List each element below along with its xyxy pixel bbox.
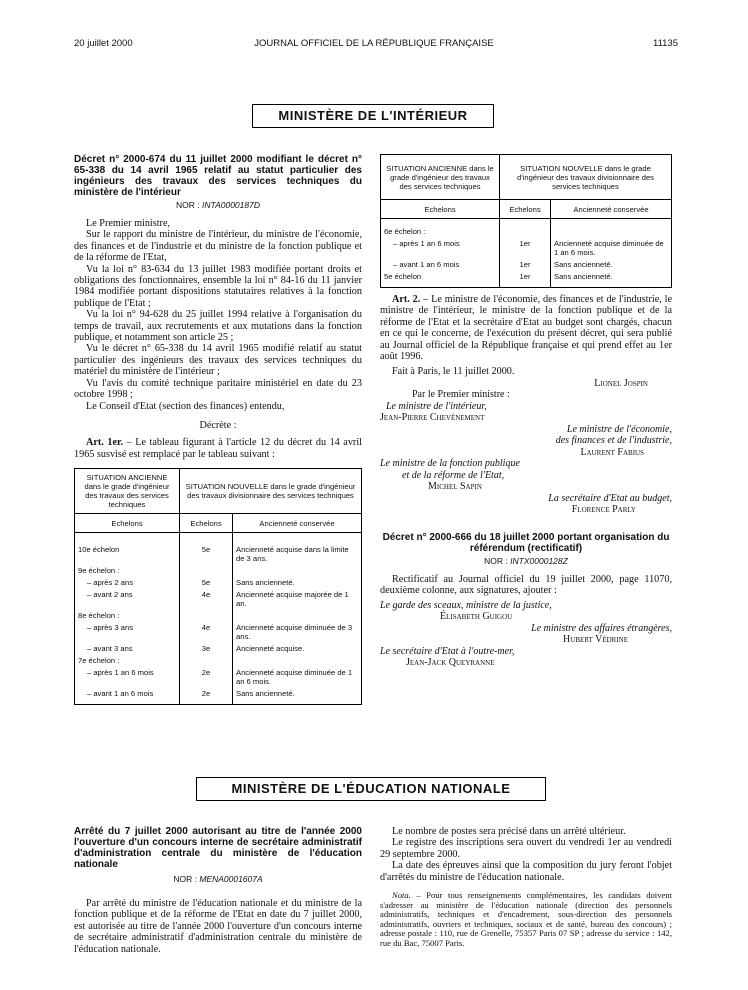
table-row — [75, 622, 362, 643]
cell-new-echelon: 1er — [500, 271, 551, 288]
arrete-nor: NOR : MENA0001607A — [173, 874, 263, 884]
echelon-table-2-body — [381, 219, 672, 288]
decree2 — [380, 532, 672, 669]
sig-name: Élisabeth Guigou — [440, 611, 513, 623]
sig-name: Laurent Fabius — [580, 446, 644, 458]
table-row — [381, 219, 672, 239]
table-header-old: SITUATION ANCIENNE dans le grade d'ingénieur des travaux des services techniques — [381, 155, 500, 200]
cell-new-echelon — [180, 565, 233, 577]
table-col-echelons-new: Echelons — [180, 514, 233, 533]
decree1-article-2: Art. 2. – Le ministre de l'économie, des finances et de l'industrie, le ministre de l'intérieur, le ministre de la fonction publique et de la réforme de l'Etat et la secrétaire d'Etat au budget sont chargés, chacun en ce qui le concerne, de l'exécution du présent décret, qui sera publié au Journal officiel de la République française et qui prend effet au 1er août 1996. — [380, 294, 672, 363]
cell-old-echelon: – après 1 an 6 mois — [75, 667, 180, 688]
cell-anciennete — [233, 610, 362, 622]
cell-new-echelon — [180, 610, 233, 622]
cell-anciennete: Sans ancienneté. — [233, 577, 362, 589]
cell-new-echelon: 2e — [180, 667, 233, 688]
cell-old-echelon: 9e échelon : — [75, 565, 180, 577]
cell-anciennete: Ancienneté acquise dans la limite de 3 ans. — [233, 533, 362, 566]
cell-anciennete: Sans ancienneté. — [551, 271, 672, 288]
decree1-paragraph: Vu le décret n° 65-338 du 14 avril 1965 modifié relatif au statut particulier des ingénieurs des travaux des services techniques du matériel du ministère de l'intérieur ; — [74, 343, 362, 378]
decree1-title: Décret n° 2000-674 du 11 juillet 2000 modifiant le décret n° 65-338 du 14 avril 1965 relatif au statut particulier des ingénieurs des travaux des services techniques du ministère de l'intérieur — [74, 154, 362, 198]
cell-anciennete — [233, 655, 362, 667]
echelon-table-1 — [74, 468, 362, 705]
cell-new-echelon: 4e — [180, 622, 233, 643]
table-row — [75, 643, 362, 655]
decree1-paragraph: Sur le rapport du ministre de l'intérieur, du ministre de l'économie, des finances et de l'industrie et du ministre de la fonction publique et de la réforme de l'Etat, — [74, 229, 362, 264]
cell-old-echelon: – après 1 an 6 mois — [381, 238, 500, 259]
table-header-new: SITUATION NOUVELLE dans le grade d'ingénieur des travaux divisionnaire des services techniques — [500, 155, 672, 200]
cell-anciennete: Sans ancienneté. — [233, 688, 362, 705]
cell-new-echelon: 4e — [180, 589, 233, 610]
decree2-nor-code: INTX0000128Z — [510, 555, 568, 566]
decree1-left-column — [74, 154, 362, 705]
cell-new-echelon: 2e — [180, 688, 233, 705]
table-row — [381, 271, 672, 288]
decree1-paragraph: Le Premier ministre, — [86, 218, 171, 229]
cell-anciennete: Ancienneté acquise diminuée de 1 an 6 mois. — [551, 238, 672, 259]
table-row — [75, 589, 362, 610]
decree2-title: Décret n° 2000-666 du 18 juillet 2000 portant organisation du référendum (rectificatif) — [382, 531, 670, 554]
table-row — [381, 238, 672, 259]
cell-new-echelon: 3e — [180, 643, 233, 655]
cell-old-echelon: 5e échelon — [381, 271, 500, 288]
cell-old-echelon: 10e échelon — [75, 533, 180, 566]
sig-role: et de la réforme de l'Etat, — [402, 469, 505, 481]
cell-new-echelon: 1er — [500, 259, 551, 271]
arrete-title: Arrêté du 7 juillet 2000 autorisant au titre de l'année 2000 l'ouverture d'un concours interne de secrétaire administratif d'administration centrale du ministère de l'éducation nationale — [74, 826, 362, 870]
cell-anciennete: Sans ancienneté. — [551, 259, 672, 271]
cell-anciennete — [551, 219, 672, 239]
cell-new-echelon: 5e — [180, 577, 233, 589]
table-row — [75, 577, 362, 589]
header-page-number: 11135 — [652, 38, 678, 49]
cell-new-echelon — [180, 655, 233, 667]
cell-old-echelon: 6e échelon : — [381, 219, 500, 239]
cell-old-echelon: – avant 3 ans — [75, 643, 180, 655]
table-header-old: SITUATION ANCIENNE dans le grade d'ingénieur des travaux des services techniques — [75, 469, 180, 514]
table-header-new: SITUATION NOUVELLE dans le grade d'ingénieur des travaux divisionnaire des services techniques — [180, 469, 362, 514]
table-col-echelons-new: Echelons — [500, 200, 551, 219]
section-title-education: MINISTÈRE DE L'ÉDUCATION NATIONALE — [196, 777, 546, 801]
table-row — [75, 610, 362, 622]
sig-role: Le ministre de l'économie, — [566, 423, 672, 435]
arrete-paragraph-2: Le nombre de postes sera précisé dans un arrêté ultérieur. — [392, 826, 626, 837]
arrete-paragraph-3: Le registre des inscriptions sera ouvert du vendredi 1er au vendredi 29 septembre 2000. — [380, 837, 672, 860]
par-premier-ministre: Par le Premier ministre : — [412, 389, 510, 401]
arrete-right-column — [380, 826, 672, 949]
decree1-decrete: Décrète : — [199, 419, 237, 431]
decree1-nor-code: INTA0000187D — [202, 200, 260, 210]
decree1-preamble — [74, 218, 362, 412]
cell-old-echelon: 7e échelon : — [75, 655, 180, 667]
sig-role: Le secrétaire d'Etat à l'outre-mer, — [380, 645, 515, 657]
cell-old-echelon: – avant 1 an 6 mois — [381, 259, 500, 271]
sig-role: des finances et de l'industrie, — [555, 435, 672, 447]
cell-new-echelon: 5e — [180, 533, 233, 566]
cell-old-echelon: – avant 2 ans — [75, 589, 180, 610]
decree1-paragraph: Le Conseil d'Etat (section des finances) entendu, — [86, 400, 285, 412]
header-date: 20 juillet 2000 — [74, 38, 133, 49]
arrete-paragraph-1: Par arrêté du ministre de l'éducation nationale et du ministre de la fonction publique et de la réforme de l'Etat en date du 7 juillet 2000, est autorisée au titre de l'année 2000 l'ouverture d'un concours interne de secrétaire administratif d'administration centrale du ministère de l'éducation nationale. — [74, 898, 362, 955]
sig-role: Le ministre de la fonction publique — [380, 458, 520, 470]
sig-role: Le garde des sceaux, ministre de la justice, — [380, 599, 552, 611]
table-col-anciennete: Ancienneté conservée — [233, 514, 362, 533]
echelon-table-1-body — [75, 533, 362, 705]
decree1-paragraph: Vu l'avis du comité technique paritaire ministériel en date du 23 octobre 1998 ; — [74, 377, 362, 401]
signer-prime-minister: Lionel Jospin — [594, 377, 648, 389]
cell-anciennete: Ancienneté acquise diminuée de 1 an 6 mois. — [233, 667, 362, 688]
table-row — [75, 667, 362, 688]
table-row — [75, 565, 362, 577]
cell-new-echelon: 1er — [500, 238, 551, 259]
sig-name: Jean-Pierre Chevènement — [380, 412, 485, 424]
cell-old-echelon: – après 2 ans — [75, 577, 180, 589]
cell-old-echelon: 8e échelon : — [75, 610, 180, 622]
arrete-left-column — [74, 826, 362, 955]
cell-old-echelon: – après 3 ans — [75, 622, 180, 643]
cell-anciennete: Ancienneté acquise. — [233, 643, 362, 655]
cell-anciennete: Ancienneté acquise diminuée de 3 ans. — [233, 622, 362, 643]
table-row — [75, 655, 362, 667]
table-col-echelons-old: Echelons — [75, 514, 180, 533]
header-journal: JOURNAL OFFICIEL DE LA RÉPUBLIQUE FRANÇAISE — [254, 38, 494, 49]
decree1-done-at: Fait à Paris, le 11 juillet 2000. — [392, 366, 515, 378]
echelon-table-2 — [380, 154, 672, 288]
decree1-article-1: Art. 1er. – Le tableau figurant à l'article 12 du décret du 14 avril 1965 susvisé est remplacé par le tableau suivant : — [74, 437, 362, 460]
table-row — [75, 688, 362, 705]
sig-role: Le ministre des affaires étrangères, — [531, 622, 672, 634]
decree2-nor: NOR : INTX0000128Z — [484, 555, 568, 566]
decree2-text: Rectificatif au Journal officiel du 19 juillet 2000, page 11070, deuxième colonne, aux signatures, ajouter : — [380, 573, 672, 597]
arrete-nor-code: MENA0001607A — [199, 874, 263, 884]
sig-role: La secrétaire d'Etat au budget, — [548, 492, 672, 504]
arrete-nota: Nota. – Pour tous renseignements complémentaires, les candidats doivent s'adresser au ministère de l'éducation nationale (direction des personnels administratifs, techniques et d'encadrement, sous-direction des personnels administratifs, ouvriers et techniques, sociaux et de santé, bureau des concours) ; adresse postale : 110, rue de Grenelle, 75357 Paris 07 SP ; adresse du service : 142, rue du Bac, 75007 Paris. — [380, 890, 672, 948]
cell-old-echelon: – avant 1 an 6 mois — [75, 688, 180, 705]
decree1-paragraph: Vu la loi n° 83-634 du 13 juillet 1983 modifiée portant droits et obligations des fonctionnaires, ensemble la loi n° 84-16 du 11 janvier 1984 modifiée portant dispositions statutaires relatives à la fonction publique de l'Etat ; — [74, 263, 362, 309]
cell-new-echelon — [500, 219, 551, 239]
sig-name: Jean-Jack Queyranne — [406, 657, 495, 669]
table-row — [381, 259, 672, 271]
section-title-interieur: MINISTÈRE DE L'INTÉRIEUR — [252, 104, 494, 128]
arrete-paragraph-4: La date des épreuves ainsi que la composition du jury feront l'objet d'arrêtés du ministre de l'éducation nationale. — [380, 860, 672, 883]
cell-anciennete: Ancienneté acquise majorée de 1 an. — [233, 589, 362, 610]
decree1-paragraph: Vu la loi n° 94-628 du 25 juillet 1994 relative à l'organisation du temps de travail, aux recrutements et aux mutations dans la fonction publique, et notamment son article 25 ; — [74, 309, 362, 344]
cell-anciennete — [233, 565, 362, 577]
decree1-right-column — [380, 154, 672, 669]
table-row — [75, 533, 362, 566]
table-col-anciennete: Ancienneté conservée — [551, 200, 672, 219]
sig-name: Michel Sapin — [428, 481, 482, 493]
table-col-echelons-old: Echelons — [381, 200, 500, 219]
sig-role: Le ministre de l'intérieur, — [386, 400, 487, 412]
decree1-nor: NOR : INTA0000187D — [176, 200, 260, 210]
sig-name: Hubert Védrine — [563, 634, 628, 646]
sig-name: Florence Parly — [571, 504, 636, 516]
